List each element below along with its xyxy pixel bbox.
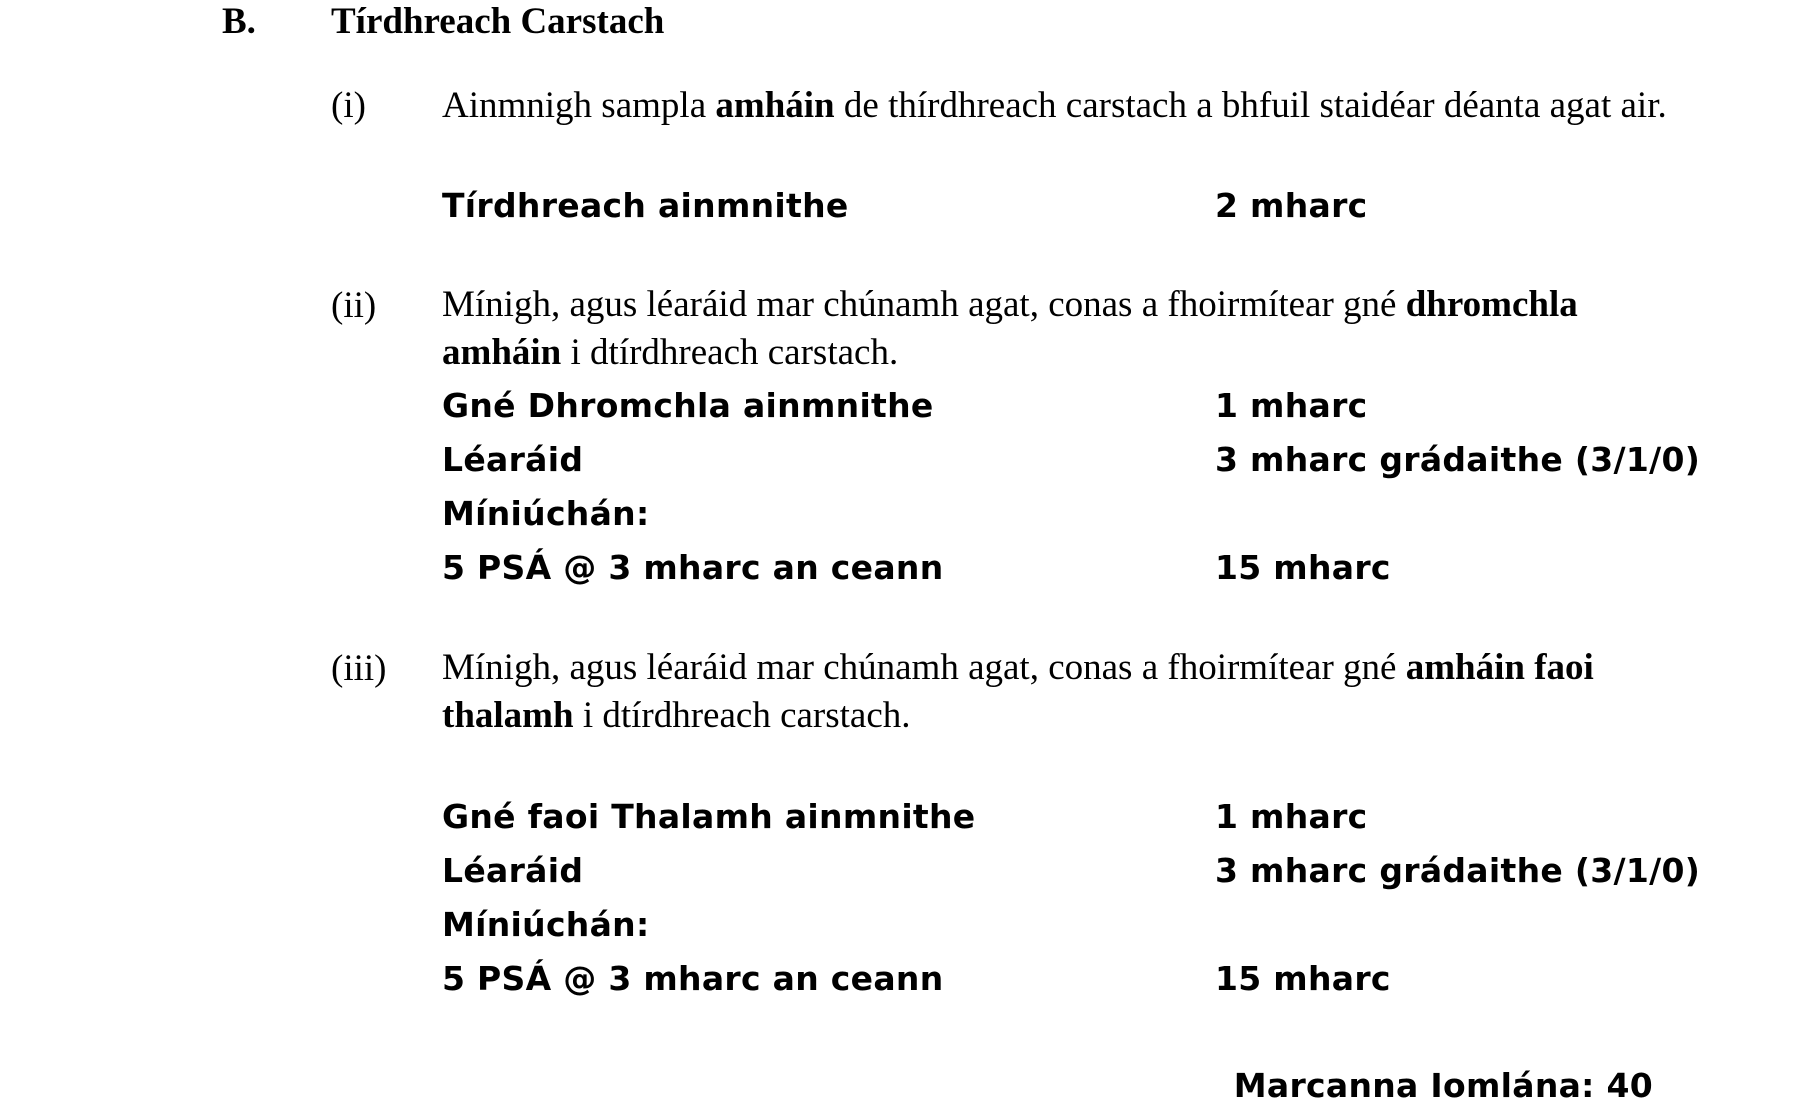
section-letter: B. (222, 1, 256, 42)
mark-label: Léaráid (442, 851, 584, 890)
mark-value: 3 mharc grádaithe (3/1/0) (1215, 440, 1701, 479)
question-number-i: (i) (331, 85, 366, 126)
mark-label: Léaráid (442, 440, 584, 479)
mark-value: 2 mharc (1215, 186, 1368, 225)
mark-label: Míniúchán: (442, 494, 650, 533)
question-text-i: Ainmnigh sampla amháin de thírdhreach carstach a bhfuil staidéar déanta agat air. (442, 85, 1667, 126)
question-number-ii: (ii) (331, 285, 377, 326)
mark-label: Gné Dhromchla ainmnithe (442, 386, 934, 425)
question-text-iii: Mínigh, agus léaráid mar chúnamh agat, conas a fhoirmítear gné amháin faoi thalamh i dtírdhreach carstach. (442, 647, 1594, 736)
mark-label: Tírdhreach ainmnithe (442, 186, 849, 225)
mark-value: 3 mharc grádaithe (3/1/0) (1215, 851, 1701, 890)
mark-label: Míniúchán: (442, 905, 650, 944)
mark-value: 15 mharc (1215, 959, 1391, 998)
mark-label: Gné faoi Thalamh ainmnithe (442, 797, 976, 836)
question-number-iii: (iii) (331, 648, 387, 689)
question-text-ii: Mínigh, agus léaráid mar chúnamh agat, conas a fhoirmítear gné dhromchla amháin i dtírdhreach carstach. (442, 284, 1578, 373)
total-marks: Marcanna Iomlána: 40 (1233, 1066, 1653, 1105)
mark-value: 15 mharc (1215, 548, 1391, 587)
mark-value: 1 mharc (1215, 797, 1368, 836)
mark-label: 5 PSÁ @ 3 mharc an ceann (442, 548, 944, 587)
section-title: Tírdhreach Carstach (331, 1, 665, 42)
mark-value: 1 mharc (1215, 386, 1368, 425)
mark-label: 5 PSÁ @ 3 mharc an ceann (442, 959, 944, 998)
